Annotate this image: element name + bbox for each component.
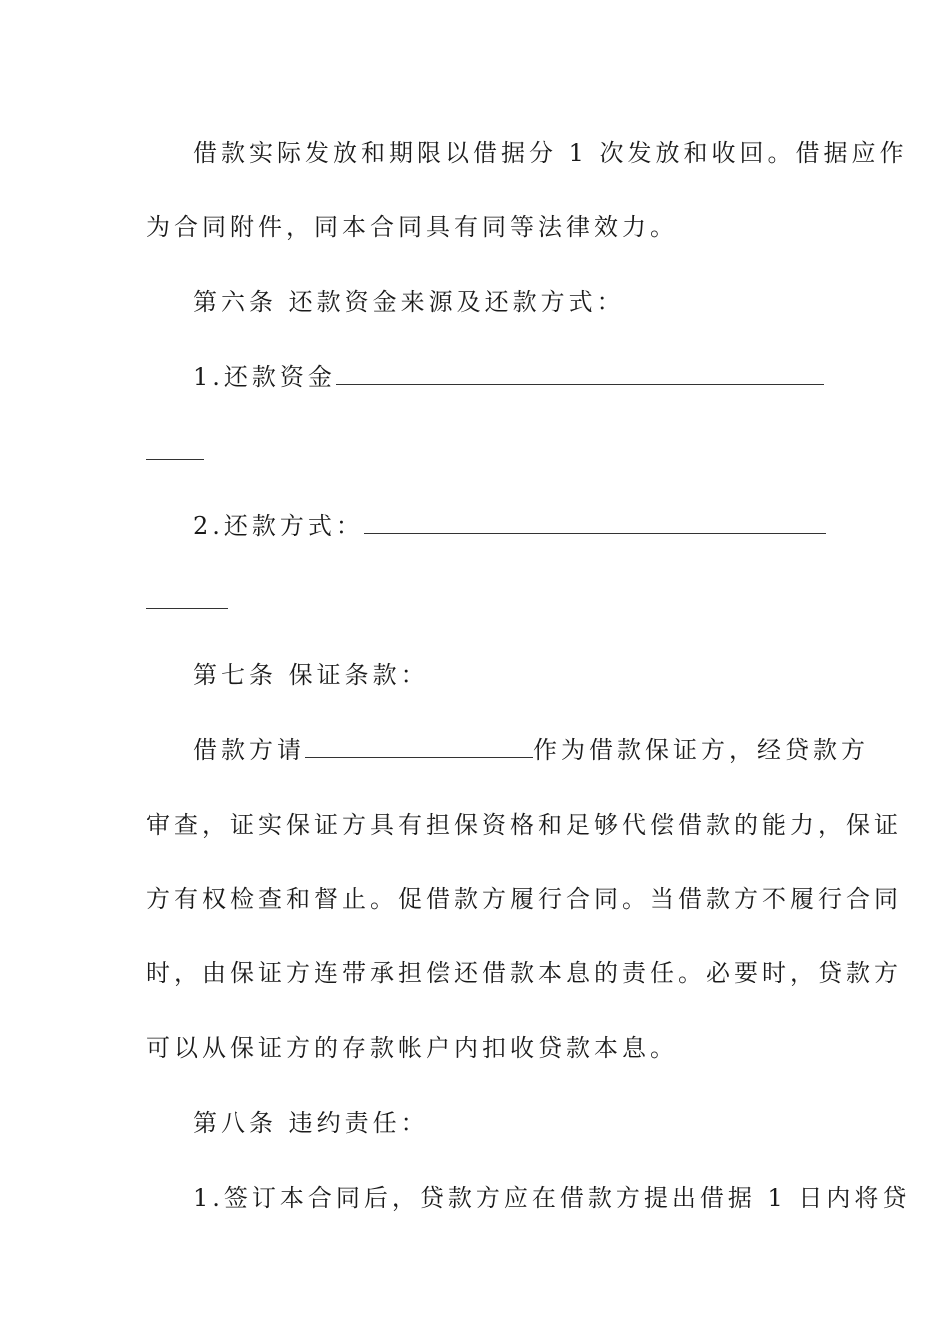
- repayment-method-label: 2.还款方式：: [193, 512, 364, 540]
- guarantor-blank: [305, 735, 533, 758]
- paragraph-line: 可以从保证方的存款帐户内扣收贷款本息。: [146, 1034, 678, 1062]
- article-6-heading: 第六条 还款资金来源及还款方式：: [193, 288, 625, 316]
- paragraph-line: 为合同附件，同本合同具有同等法律效力。: [146, 213, 678, 241]
- repayment-method-blank: [364, 511, 826, 534]
- paragraph-line: 借款实际发放和期限以借据分 1 次发放和收回。借据应作: [193, 139, 908, 167]
- repayment-funds-blank-continued: [146, 458, 204, 460]
- article-7-heading: 第七条 保证条款：: [193, 661, 429, 689]
- paragraph-line: 时，由保证方连带承担偿还借款本息的责任。必要时，贷款方: [146, 959, 902, 987]
- paragraph-line: 1.签订本合同后，贷款方应在借款方提出借据 1 日内将贷: [193, 1184, 911, 1212]
- repayment-method-item: [193, 511, 826, 541]
- guarantor-line-start: 借款方请: [193, 736, 305, 764]
- paragraph-line: 方有权检查和督止。促借款方履行合同。当借款方不履行合同: [146, 885, 902, 913]
- paragraph-line: 审查，证实保证方具有担保资格和足够代偿借款的能力，保证: [146, 811, 902, 839]
- repayment-funds-item: [193, 362, 824, 392]
- guarantor-line-end: 作为借款保证方，经贷款方: [533, 736, 869, 764]
- repayment-method-blank-continued: [146, 607, 228, 609]
- article-8-heading: 第八条 违约责任：: [193, 1109, 429, 1137]
- repayment-funds-blank: [336, 362, 824, 385]
- guarantor-line: [193, 735, 869, 765]
- repayment-funds-label: 1.还款资金: [193, 363, 336, 391]
